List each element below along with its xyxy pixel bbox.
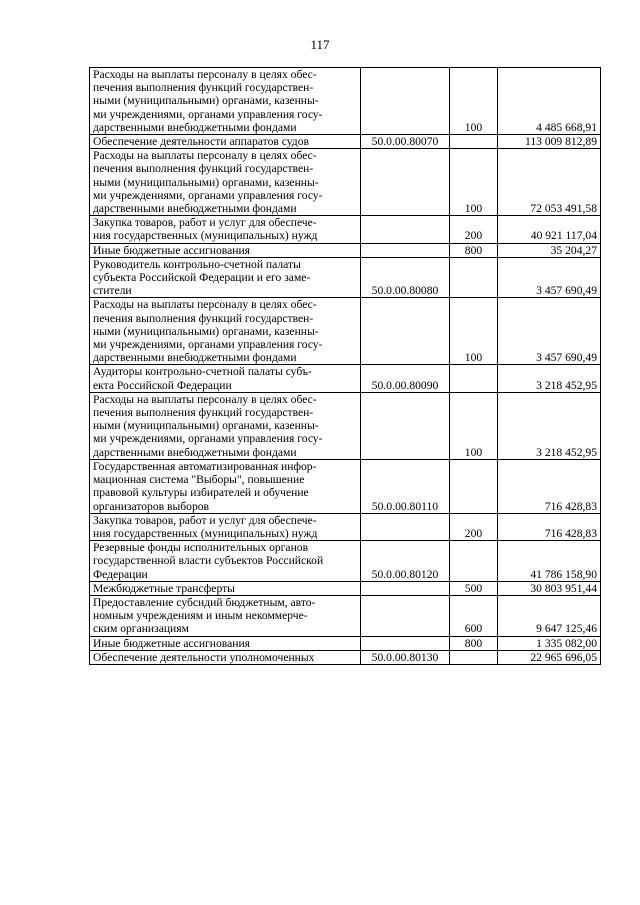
target-article-code-cell: 50.0.00.80070 [361, 135, 450, 149]
expense-name-cell [90, 581, 361, 595]
amount-cell: 3 457 690,49 [498, 298, 601, 365]
expense-name-cell [90, 298, 361, 365]
expense-type-code-cell: 800 [450, 636, 498, 650]
table-row [90, 365, 601, 392]
target-article-code-cell [361, 636, 450, 650]
target-article-code-cell [361, 68, 450, 135]
expense-name-cell [90, 392, 361, 459]
expense-name-cell [90, 135, 361, 149]
expense-name-cell [90, 216, 361, 243]
expense-type-code-cell: 100 [450, 298, 498, 365]
table-row [90, 392, 601, 459]
budget-table-body [90, 68, 601, 665]
target-article-code-cell [361, 243, 450, 257]
target-article-code-cell: 50.0.00.80120 [361, 541, 450, 582]
target-article-code-cell [361, 392, 450, 459]
expense-name-text: Государственная автоматизированная инфор- мационная система "Выборы", повышение правовой культуры избирателей и обучение организаторов выборов [93, 459, 317, 513]
target-article-code-cell [361, 513, 450, 540]
expense-type-code-cell: 100 [450, 149, 498, 216]
expense-type-code-cell [450, 541, 498, 582]
expense-type-code-cell: 600 [450, 595, 498, 636]
amount-cell: 716 428,83 [498, 513, 601, 540]
target-article-code-cell [361, 581, 450, 595]
table-row [90, 541, 601, 582]
amount-cell: 3 218 452,95 [498, 392, 601, 459]
expense-name-text: Расходы на выплаты персоналу в целях обес- печения выполнения функций государствен- ными (муниципальными) органами, казенны- ми учреждениями, органами управления госу- дарственными внебюджетными фондами [93, 392, 323, 459]
expense-name-cell [90, 459, 361, 513]
expense-name-text: Закупка товаров, работ и услуг для обеспече- ния государственных (муниципальных) нужд [93, 216, 318, 243]
amount-cell: 3 457 690,49 [498, 257, 601, 298]
expense-name-cell [90, 149, 361, 216]
amount-cell: 72 053 491,58 [498, 149, 601, 216]
expense-type-code-cell: 200 [450, 513, 498, 540]
target-article-code-cell [361, 216, 450, 243]
expense-name-cell [90, 513, 361, 540]
target-article-code-cell [361, 149, 450, 216]
table-row [90, 257, 601, 298]
table-row [90, 581, 601, 595]
expense-type-code-cell [450, 135, 498, 149]
expense-name-cell [90, 257, 361, 298]
table-row [90, 243, 601, 257]
expense-name-text: Расходы на выплаты персоналу в целях обес- печения выполнения функций государствен- ными (муниципальными) органами, казенны- ми учреждениями, органами управления госу- дарственными внебюджетными фондами [93, 298, 323, 365]
target-article-code-cell: 50.0.00.80110 [361, 459, 450, 513]
expense-name-text: Обеспечение деятельности уполномоченных [93, 650, 315, 664]
expense-type-code-cell: 200 [450, 216, 498, 243]
expense-name-text: Аудиторы контрольно-счетной палаты субъ- екта Российской Федерации [93, 365, 312, 392]
amount-cell: 4 485 668,91 [498, 68, 601, 135]
expense-name-text: Закупка товаров, работ и услуг для обеспече- ния государственных (муниципальных) нужд [93, 513, 318, 540]
target-article-code-cell: 50.0.00.80130 [361, 650, 450, 664]
table-row [90, 216, 601, 243]
expense-type-code-cell: 800 [450, 243, 498, 257]
amount-cell: 9 647 125,46 [498, 595, 601, 636]
expense-name-cell [90, 365, 361, 392]
expense-name-text: Резервные фонды исполнительных органов государственной власти субъектов Российской Федерации [93, 541, 324, 581]
amount-cell: 30 803 951,44 [498, 581, 601, 595]
target-article-code-cell: 50.0.00.80080 [361, 257, 450, 298]
expense-name-text: Расходы на выплаты персоналу в целях обес- печения выполнения функций государствен- ными (муниципальными) органами, казенны- ми учреждениями, органами управления госу- дарственными внебюджетными фондами [93, 149, 323, 216]
expense-type-code-cell: 500 [450, 581, 498, 595]
expense-name-text: Предоставление субсидий бюджетным, авто- номным учреждениям и иным некоммерче- ским организациям [93, 595, 316, 636]
expense-name-text: Межбюджетные трансферты [93, 581, 235, 595]
expense-name-cell [90, 68, 361, 135]
table-row [90, 650, 601, 664]
expense-name-cell [90, 636, 361, 650]
table-row [90, 149, 601, 216]
table-row [90, 298, 601, 365]
table-row [90, 513, 601, 540]
expense-type-code-cell [450, 459, 498, 513]
amount-cell: 113 009 812,89 [498, 135, 601, 149]
table-row [90, 595, 601, 636]
expense-name-cell [90, 595, 361, 636]
target-article-code-cell [361, 595, 450, 636]
amount-cell: 716 428,83 [498, 459, 601, 513]
expense-name-text: Обеспечение деятельности аппаратов судов [93, 135, 309, 149]
expense-name-cell [90, 243, 361, 257]
expense-type-code-cell [450, 650, 498, 664]
table-row [90, 68, 601, 135]
amount-cell: 1 335 082,00 [498, 636, 601, 650]
table-row [90, 135, 601, 149]
expense-name-text: Руководитель контрольно-счетной палаты субъекта Российской Федерации и его заме- стители [93, 257, 311, 298]
expense-type-code-cell [450, 257, 498, 298]
amount-cell: 40 921 117,04 [498, 216, 601, 243]
expense-name-text: Иные бюджетные ассигнования [93, 636, 250, 650]
amount-cell: 41 786 158,90 [498, 541, 601, 582]
table-row [90, 459, 601, 513]
amount-cell: 3 218 452,95 [498, 365, 601, 392]
budget-table [89, 67, 601, 665]
target-article-code-cell [361, 298, 450, 365]
amount-cell: 22 965 696,05 [498, 650, 601, 664]
table-row [90, 636, 601, 650]
expense-type-code-cell: 100 [450, 68, 498, 135]
expense-name-cell [90, 650, 361, 664]
amount-cell: 35 204,27 [498, 243, 601, 257]
target-article-code-cell: 50.0.00.80090 [361, 365, 450, 392]
expense-type-code-cell: 100 [450, 392, 498, 459]
expense-type-code-cell [450, 365, 498, 392]
expense-name-text: Расходы на выплаты персоналу в целях обес- печения выполнения функций государствен- ными (муниципальными) органами, казенны- ми учреждениями, органами управления госу- дарственными внебюджетными фондами [93, 68, 323, 134]
page-number: 117 [310, 37, 330, 52]
expense-name-text: Иные бюджетные ассигнования [93, 243, 250, 257]
expense-name-cell [90, 541, 361, 582]
